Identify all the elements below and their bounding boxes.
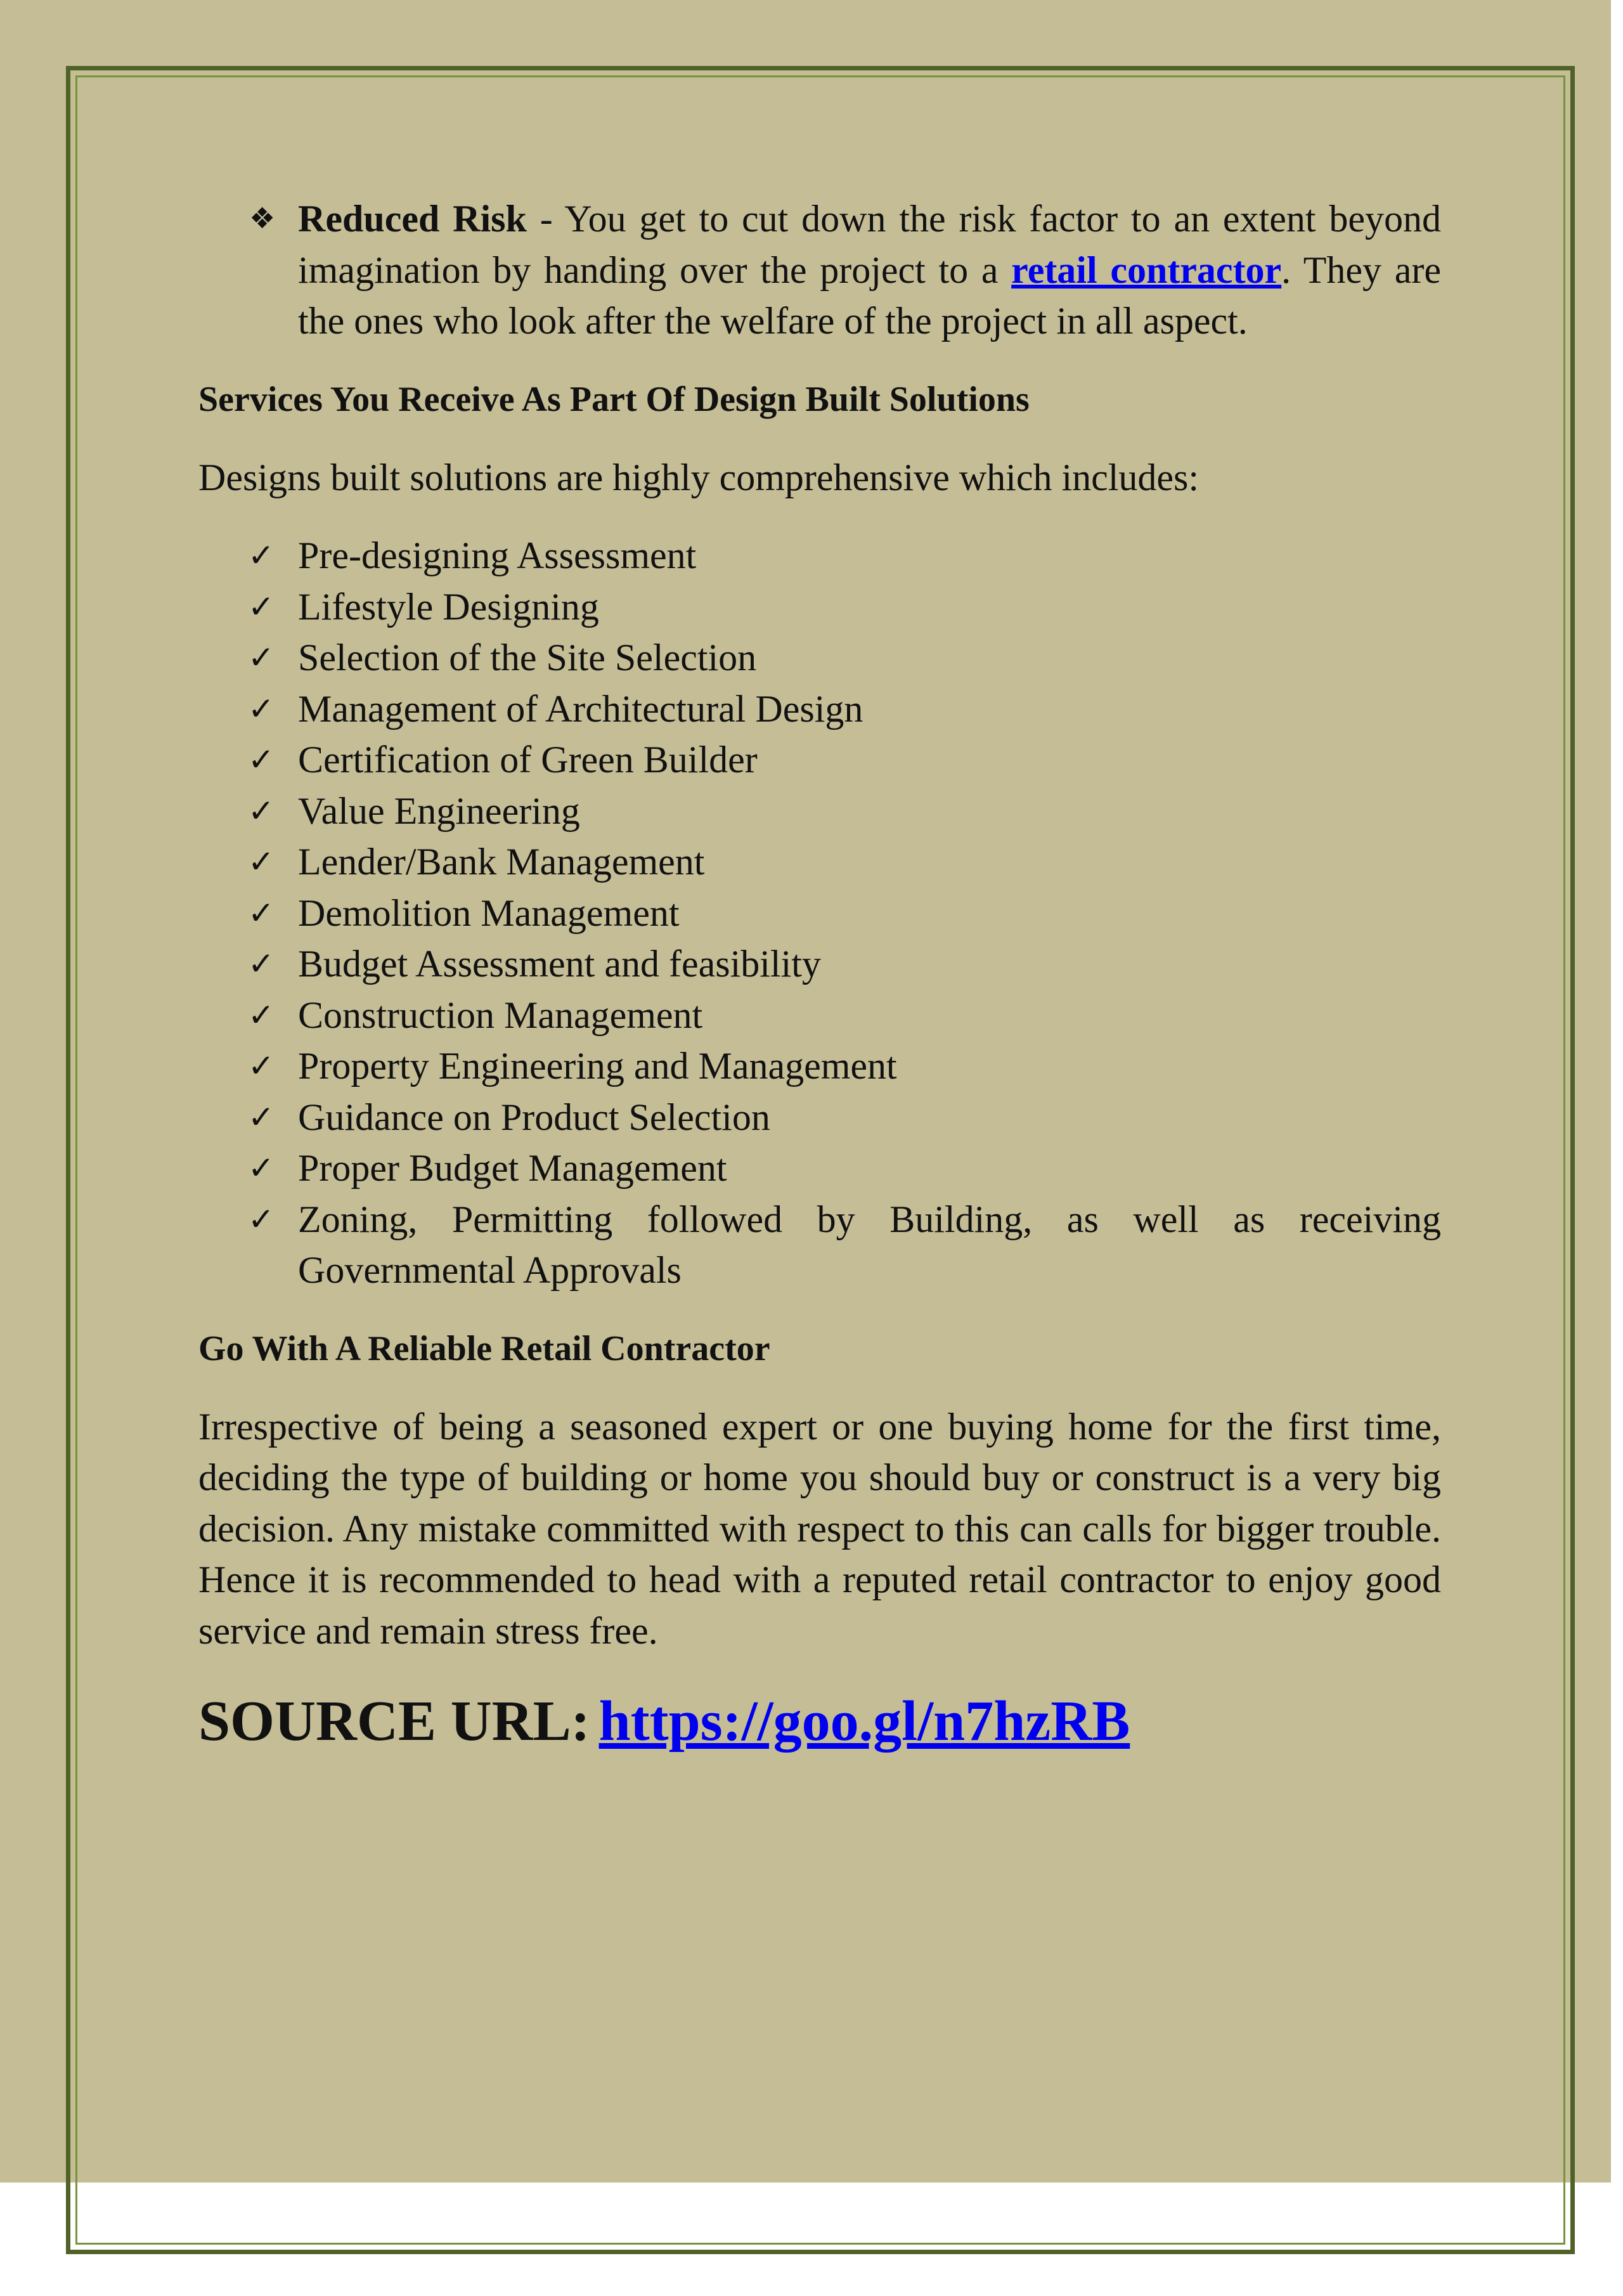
checklist-item-label: Construction Management: [298, 994, 703, 1036]
check-icon: ✓: [248, 996, 275, 1034]
check-icon: ✓: [248, 588, 275, 625]
check-icon: ✓: [248, 843, 275, 880]
document-body: [198, 193, 1441, 1756]
bullet-title: Reduced Risk: [298, 198, 527, 240]
checklist-item: [198, 1143, 1441, 1194]
services-lead: Designs built solutions are highly comprehensive which includes:: [198, 456, 1199, 498]
check-icon: ✓: [248, 690, 275, 727]
retail-contractor-link[interactable]: retail contractor: [1011, 249, 1282, 291]
checklist-item: [198, 786, 1441, 837]
checklist-item-label: Lender/Bank Management: [298, 841, 705, 883]
checklist-item: [198, 1092, 1441, 1143]
check-icon: ✓: [248, 537, 275, 574]
checklist-item-label: Zoning, Permitting followed by Building, as well as receiving Governmental Approvals: [298, 1198, 1441, 1291]
checklist-item-label: Selection of the Site Selection: [298, 637, 757, 678]
source-url-line: [198, 1687, 1441, 1756]
checklist-item: [198, 888, 1441, 939]
source-url-label: SOURCE URL:: [198, 1690, 590, 1753]
checklist-item-label: Management of Architectural Design: [298, 687, 863, 730]
checklist-item-label: Proper Budget Management: [298, 1147, 727, 1189]
check-icon: ✓: [248, 792, 275, 829]
check-icon: ✓: [248, 1200, 275, 1238]
check-icon: ✓: [248, 1098, 275, 1136]
checklist-item: [198, 530, 1441, 581]
checklist-item-label: Demolition Management: [298, 892, 680, 934]
services-heading: Services You Receive As Part Of Design Built Solutions: [198, 379, 1030, 419]
checklist-item-label: Certification of Green Builder: [298, 739, 758, 781]
bullet-text-before-link: - You get to cut down the risk factor to an extent beyond imagination by handing over the project to a: [298, 198, 1441, 291]
checklist-item-label: Value Engineering: [298, 789, 580, 832]
check-icon: ✓: [248, 1150, 275, 1186]
checklist-item-label: Property Engineering and Management: [298, 1045, 897, 1087]
checklist-item: [198, 1041, 1441, 1092]
check-icon: ✓: [248, 741, 275, 778]
checklist-item: [198, 734, 1441, 786]
checklist-item-label: Pre-designing Assessment: [298, 535, 697, 576]
diamond-bullet-icon: ❖: [249, 202, 276, 235]
checklist-item: [198, 990, 1441, 1041]
check-icon: ✓: [248, 639, 275, 676]
checklist-item: [198, 836, 1441, 888]
checklist-item-label: Budget Assessment and feasibility: [298, 943, 821, 985]
checklist-item: [198, 1194, 1441, 1296]
checklist-item: [198, 632, 1441, 684]
check-icon: ✓: [248, 945, 275, 982]
check-icon: ✓: [248, 1047, 275, 1084]
checklist-item: [198, 684, 1441, 735]
contractor-paragraph: Irrespective of being a seasoned expert or one buying home for the first time, deciding the type of building or home you should buy or construct is a very big decision. Any mistake committed with respect to this can calls for bigger trouble. Hence it is recommended to head with a reputed retail contractor to enjoy good service and remain stress free.: [198, 1405, 1441, 1652]
contractor-heading: Go With A Reliable Retail Contractor: [198, 1328, 770, 1368]
reduced-risk-bullet: [198, 193, 1441, 347]
checklist-item-label: Lifestyle Designing: [298, 585, 599, 628]
source-url-link[interactable]: https://goo.gl/n7hzRB: [598, 1690, 1130, 1753]
check-icon: ✓: [248, 894, 275, 931]
checklist-item: [198, 581, 1441, 633]
services-checklist: [198, 530, 1441, 1296]
bullet-text-after-link: . They are the ones who look after the welfare of the project in all aspect.: [298, 249, 1441, 342]
checklist-item-label: Guidance on Product Selection: [298, 1096, 770, 1138]
checklist-item: [198, 938, 1441, 990]
